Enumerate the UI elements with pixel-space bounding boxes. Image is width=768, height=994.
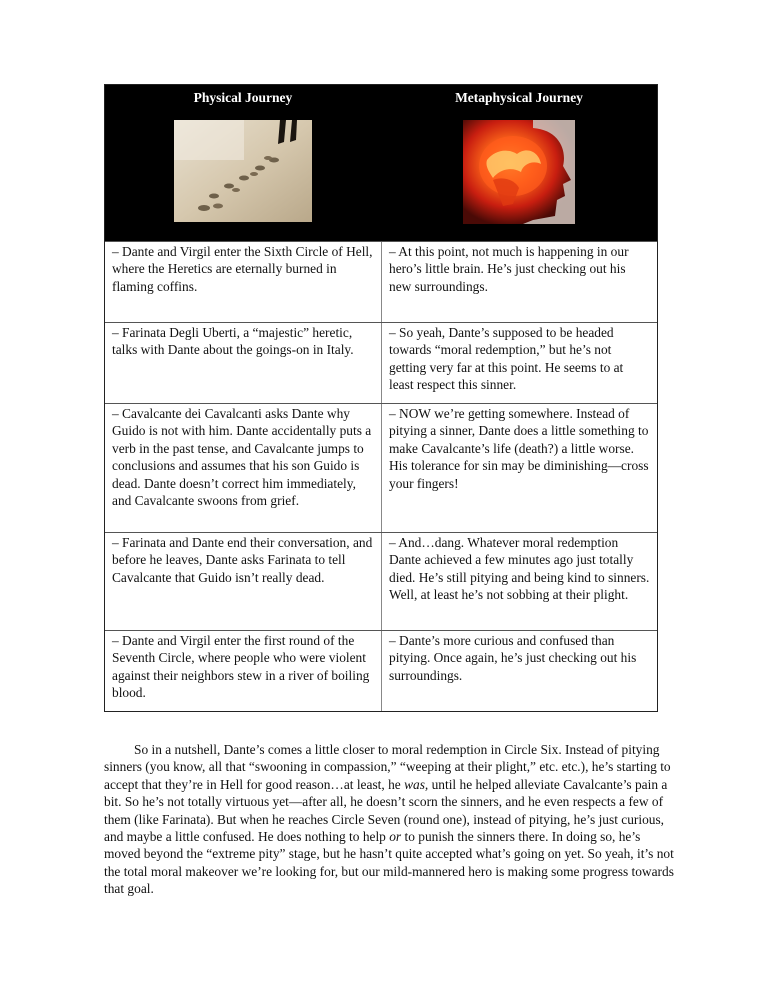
physical-cell: – Farinata and Dante end their conversation, and before he leaves, Dante asks Farinata to tell Cavalcante that Guido isn’t really dead. <box>112 535 373 585</box>
table-row <box>105 532 657 630</box>
summary-emphasis-was: was, <box>404 776 429 792</box>
metaphysical-cell: – NOW we’re getting somewhere. Instead of pitying a sinner, Dante does a little something to make Cavalcante’s life (death?) a little worse. His tolerance for sin may be diminishing—cross your fingers! <box>381 404 657 532</box>
table-header-row <box>105 85 657 241</box>
header-metaphysical <box>381 85 657 241</box>
summary-text-part3: to punish the sinners there. In doing so, he’s moved beyond the “extreme pity” stage, but he hasn’t quite accepted what’s going on yet. So yeah, it’s not the total moral makeover we’re looking for, but our mild-mannered hero is making some progress towards that goal. <box>104 829 674 897</box>
physical-cell: – Dante and Virgil enter the Sixth Circle of Hell, where the Heretics are eternally burned in flaming coffins. <box>112 244 373 294</box>
summary-paragraph <box>104 741 676 898</box>
metaphysical-cell: – So yeah, Dante’s supposed to be headed towards “moral redemption,” but he’s not getting very far at this point. He seems to at least respect this sinner. <box>381 323 657 403</box>
journey-table <box>104 84 658 712</box>
footprints-in-sand-image <box>174 120 312 222</box>
summary-text-part2: until he helped alleviate Cavalcante’s pain a bit. So he’s not totally virtuous yet—after all, he doesn’t scorn the sinners, and he even respects a few of them (like Farinata). But when he reaches Circle Seven (round one), instead of pitying, he’s just curious, and maybe a little confused. He does nothing to help <box>104 776 668 845</box>
table-row <box>105 630 657 711</box>
header-metaphysical-title: Metaphysical Journey <box>455 90 583 105</box>
table-row <box>105 322 657 403</box>
summary-emphasis-or: or <box>389 829 402 845</box>
metaphysical-cell: – At this point, not much is happening in our hero’s little brain. He’s just checking out his new surroundings. <box>381 242 657 322</box>
table-row <box>105 241 657 322</box>
glowing-brain-profile-image <box>463 120 575 224</box>
physical-cell: – Cavalcante dei Cavalcanti asks Dante why Guido is not with him. Dante accidentally puts a verb in the past tense, and Cavalcante jumps to conclusions and assumes that his son Guido is dead. Dante doesn’t correct him immediately, and Cavalcante swoons from grief. <box>112 406 372 509</box>
table-row <box>105 403 657 532</box>
summary-text-part1: So in a nutshell, Dante’s comes a little closer to moral redemption in Circle Six. Instead of pitying sinners (you know, all that “swooning in compassion,” “weeping at their plight,” etc. etc.), he’s starting to accept that they’re in Hell for good reason…at least, he <box>104 742 671 792</box>
header-physical-title: Physical Journey <box>193 90 293 105</box>
physical-cell: – Farinata Degli Uberti, a “majestic” heretic, talks with Dante about the goings-on in Italy. <box>112 325 354 358</box>
metaphysical-cell: – Dante’s more curious and confused than pitying. Once again, he’s just checking out his surroundings. <box>381 631 657 711</box>
metaphysical-cell: – And…dang. Whatever moral redemption Dante achieved a few minutes ago just totally died. He’s still pitying and being kind to sinners. Well, at least he’s not sobbing at their plight. <box>381 533 657 630</box>
physical-cell: – Dante and Virgil enter the first round of the Seventh Circle, where people who were violent against their neighbors stew in a river of boiling blood. <box>112 633 370 701</box>
header-physical <box>105 85 381 241</box>
